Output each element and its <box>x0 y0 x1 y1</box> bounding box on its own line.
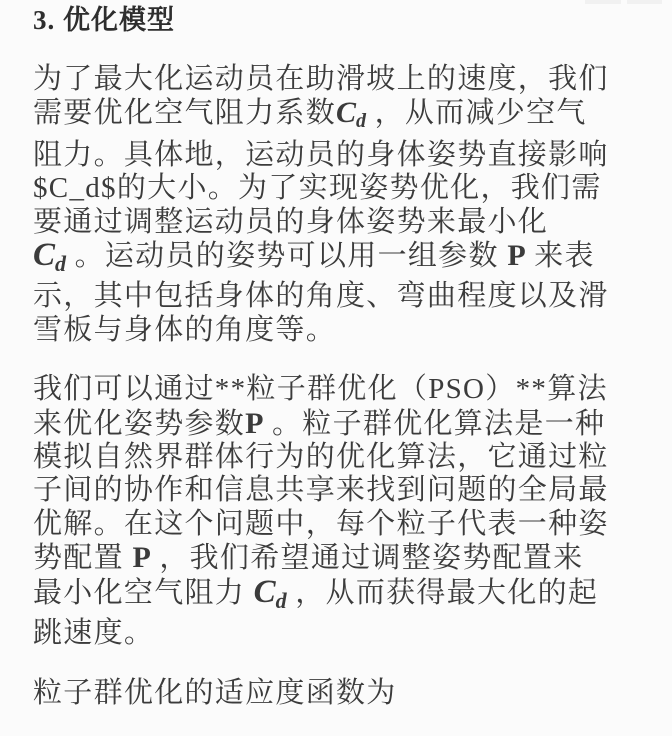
document-body <box>33 63 647 710</box>
text-line <box>33 573 647 617</box>
math-subscript-d: d <box>356 110 367 133</box>
text-line <box>33 139 647 172</box>
math-variable-C: C <box>253 573 276 610</box>
text-segment: 最小化空气阻力 <box>33 576 254 609</box>
math-variable-C: C <box>33 237 56 274</box>
paragraph <box>33 677 647 710</box>
text-segment: 。粒子群优化算法是一种 <box>263 407 606 440</box>
text-segment: 势配置 <box>33 542 133 575</box>
text-line <box>33 96 647 138</box>
text-line <box>33 280 647 313</box>
text-segment: 跳速度。 <box>33 617 155 650</box>
text-line <box>33 508 647 541</box>
text-line <box>33 239 647 280</box>
page-title: 3. 优化模型 <box>33 5 175 35</box>
text-line <box>33 677 647 710</box>
math-subscript-d: d <box>55 251 67 277</box>
text-segment: ，从而获得最大化的起 <box>286 576 599 609</box>
text-line <box>33 373 647 406</box>
text-segment: 。运动员的姿势可以用一组参数 <box>66 240 508 273</box>
text-line <box>33 541 647 575</box>
text-segment: 粒子群优化的适应度函数为 <box>33 676 397 709</box>
text-segment: 来表 <box>525 240 595 273</box>
text-line <box>33 206 647 239</box>
text-segment: 雪板与身体的角度等。 <box>33 313 337 346</box>
math-bold-P: P <box>245 406 264 440</box>
text-segment: 示，其中包括身体的角度、弯曲程度以及滑 <box>33 280 609 313</box>
text-line <box>33 441 647 474</box>
math-bold-P: P <box>132 541 151 575</box>
text-segment: $C_d$的大小。为了实现姿势优化，我们需 <box>33 172 602 205</box>
math-bold-P: P <box>507 239 526 273</box>
text-line <box>33 407 647 441</box>
text-line <box>33 314 647 347</box>
text-line <box>33 63 647 96</box>
text-line <box>33 172 647 205</box>
text-segment: 子间的协作和信息共享来找到问题的全局最 <box>33 474 609 507</box>
paragraph <box>33 63 647 347</box>
text-segment: ，从而减少空气 <box>366 97 587 130</box>
text-segment: ，我们希望通过调整姿势配置来 <box>150 542 584 575</box>
text-segment: 我们可以通过**粒子群优化（PSO）**算法 <box>33 373 608 406</box>
paragraph <box>33 373 647 650</box>
text-segment: 为了最大化运动员在助滑坡上的速度，我们 <box>33 63 609 95</box>
math-variable-C: C <box>336 96 357 130</box>
text-segment: 优解。在这个问题中，每个粒子代表一种姿 <box>33 507 609 540</box>
text-segment: 来优化姿势参数 <box>33 407 246 440</box>
text-line <box>33 617 647 650</box>
text-line <box>33 474 647 507</box>
text-segment: 阻力。具体地，运动员的身体姿势直接影响 <box>33 138 609 171</box>
document-page <box>33 0 647 736</box>
text-segment: 模拟自然界群体行为的优化算法，它通过粒 <box>33 441 609 474</box>
text-segment: 要通过调整运动员的身体姿势来最小化 <box>33 205 549 238</box>
text-segment: 需要优化空气阻力系数 <box>33 97 337 130</box>
math-subscript-d: d <box>275 587 287 613</box>
